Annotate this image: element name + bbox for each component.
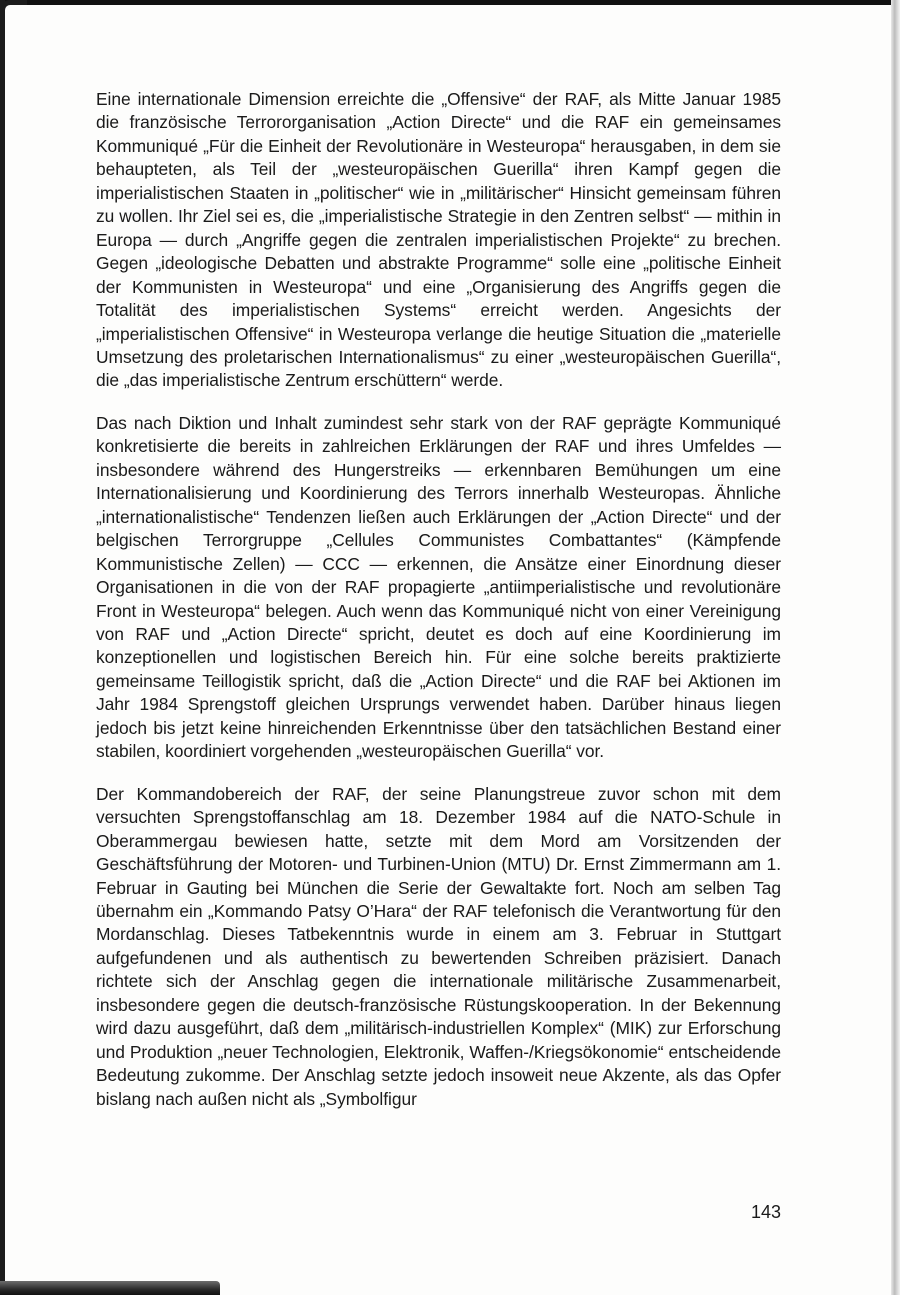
body-text [96, 88, 781, 1130]
paragraph-1: Eine internationale Dimension erreichte die „Offensive“ der RAF, als Mitte Januar 1985 die französische Terrororganisation „Action Directe“ und die RAF ein gemeinsames Kommuniqué „Für die Einheit der Revolutionäre in Westeuropa“ herausgaben, in dem sie behaupteten, als Teil der „westeuropäischen Guerilla“ ihren Kampf gegen die imperialistischen Staaten in „politischer“ wie in „militärischer“ Hinsicht gemeinsam führen zu wollen. Ihr Ziel sei es, die „imperialistische Strategie in den Zentren selbst“ — mithin in Europa — durch „Angriffe gegen die zentralen imperialistischen Projekte“ zu brechen. Gegen „ideologische Debatten und abstrakte Programme“ solle eine „politische Einheit der Kommunisten in Westeuropa“ und eine „Organisierung des Angriffs gegen die Totalität des imperialistischen Systems“ erreicht werden. Angesichts der „imperialistischen Offensive“ in Westeuropa verlange die heutige Situation die „materielle Umsetzung des proletarischen Internationalismus“ zu einer „westeuropäischen Guerilla“, die „das imperialistische Zentrum erschüttern“ werde. [96, 89, 781, 391]
scan-edge-top [0, 0, 892, 5]
scan-edge-left [0, 0, 5, 1283]
scan-corner [0, 0, 27, 35]
scan-edge-right [891, 0, 900, 1295]
page-number: 143 [750, 1202, 781, 1222]
scan-edge-bottom [0, 1281, 220, 1295]
paragraph-2: Das nach Diktion und Inhalt zumindest sehr stark von der RAF geprägte Kommuniqué konkretisierte die bereits in zahlreichen Erklärungen der RAF und ihres Umfeldes — insbesondere während des Hungerstreiks — erkennbaren Bemühungen um eine Internationalisierung und Koordinierung des Terrors innerhalb Westeuropas. Ähnliche „internationalistische“ Tendenzen ließen auch Erklärungen der „Action Directe“ und der belgischen Terrorgruppe „Cellules Communistes Combattantes“ (Kämpfende Kommunistische Zellen) — CCC — erkennen, die Ansätze einer Einordnung dieser Organisationen in die von der RAF propagierte „antiimperialistische und revolutionäre Front in Westeuropa“ belegen. Auch wenn das Kommuniqué nicht von einer Vereinigung von RAF und „Action Directe“ spricht, deutet es doch auf eine Koordinierung im konzeptionellen und logistischen Bereich hin. Für eine solche bereits praktizierte gemeinsame Teillogistik spricht, daß die „Action Directe“ und die RAF bei Aktionen im Jahr 1984 Sprengstoff gleichen Ursprungs verwendet haben. Darüber hinaus liegen jedoch bis jetzt keine hinreichenden Erkenntnisse über den tatsächlichen Bestand einer stabilen, koordiniert vorgehenden „westeuropäischen Guerilla“ vor. [96, 412, 781, 762]
paragraph-3: Der Kommandobereich der RAF, der seine Planungstreue zuvor schon mit dem versuchten Sprengstoffanschlag am 18. Dezember 1984 auf die NATO-Schule in Oberammergau bewiesen hatte, setzte mit dem Mord am Vorsitzenden der Geschäftsführung der Motoren- und Turbinen-Union (MTU) Dr. Ernst Zimmermann am 1. Februar in Gauting bei München die Serie der Gewaltakte fort. Noch am selben Tag übernahm ein „Kommando Patsy O’Hara“ der RAF telefonisch die Verantwortung für den Mordanschlag. Dieses Tatbekenntnis wurde in einem am 3. Februar in Stuttgart aufgefundenen und als authentisch zu bewertenden Schreiben präzisiert. Danach richtete sich der Anschlag gegen die internationale militärische Zusammenarbeit, insbesondere gegen die deutsch-französische Rüstungskooperation. In der Bekennung wird dazu ausgeführt, daß dem „militärisch-industriellen Komplex“ (MIK) zur Erforschung und Produktion „neuer Technologien, Elektronik, Waffen-/Kriegsökonomie“ entscheidende Bedeutung zukomme. Der Anschlag setzte jedoch insoweit neue Akzente, als das Opfer bislang nach außen nicht als „Symbolfigur [96, 783, 781, 1109]
